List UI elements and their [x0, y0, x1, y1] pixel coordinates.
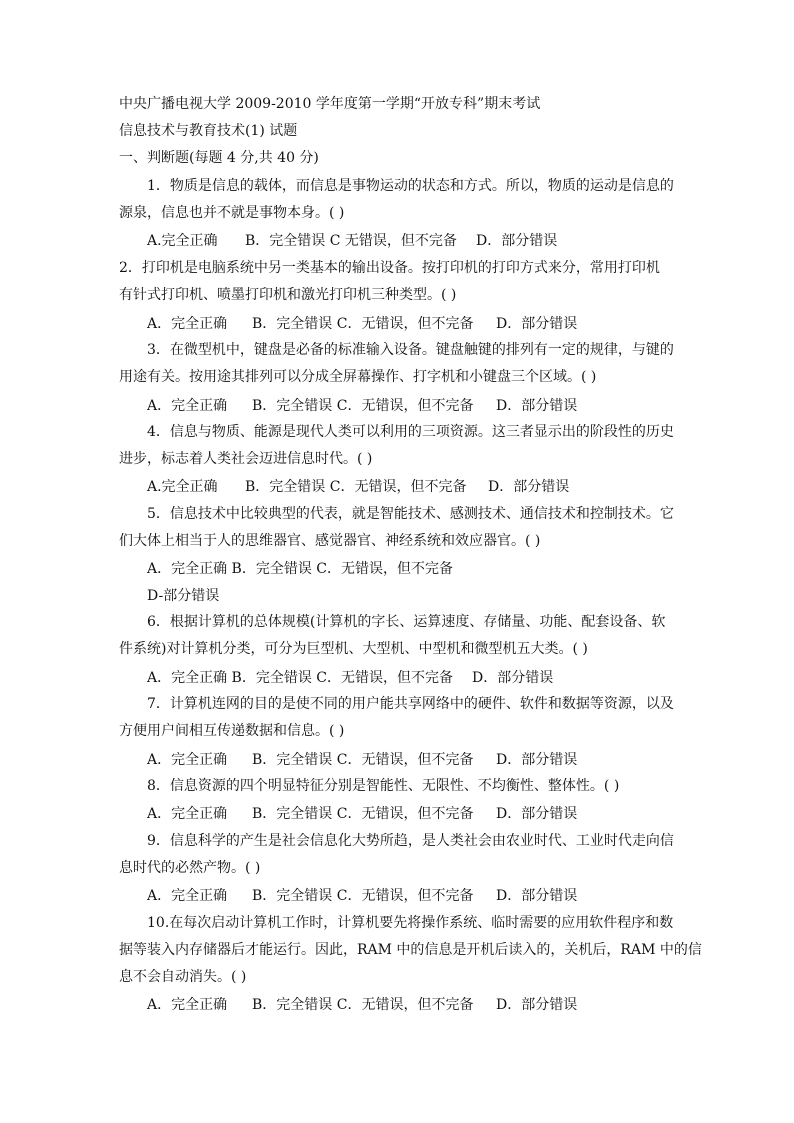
question-6-option-abc: A．完全正确 B．完全错误 C．无错误，但不完备 — [147, 670, 454, 686]
question-6-line-1: 6．根据计算机的总体规模(计算机的字长、运算速度、存储量、功能、配套设备、软 — [147, 614, 666, 630]
question-4-option-a: A.完全正确 — [147, 479, 218, 495]
question-5-line-1: 5．信息技术中比较典型的代表，就是智能技术、感测技术、通信技术和控制技术。它 — [147, 506, 674, 522]
question-10-option-d: D．部分错误 — [496, 997, 578, 1013]
question-7-option-bc: B．完全错误 C．无错误，但不完备 — [252, 752, 474, 768]
question-9-option-a: A．完全正确 — [147, 888, 228, 904]
question-6-option-d: D．部分错误 — [472, 670, 554, 686]
question-5-line-2: 们大体上相当于人的思维器官、感觉器官、神经系统和效应器官。( ) — [119, 533, 541, 549]
exam-title: 中央广播电视大学 2009-2010 学年度第一学期“开放专科”期末考试 — [119, 96, 541, 112]
question-3-line-2: 用途有关。按用途其排列可以分成全屏幕操作、打字机和小键盘三个区域。( ) — [119, 369, 597, 385]
question-10-option-bc: B．完全错误 C．无错误，但不完备 — [252, 997, 474, 1013]
question-3-option-bc: B．完全错误 C．无错误，但不完备 — [252, 398, 474, 414]
question-2-option-bc: B．完全错误 C．无错误，但不完备 — [252, 316, 474, 332]
question-3-option-d: D．部分错误 — [496, 398, 578, 414]
question-8-option-bc: B．完全错误 C．无错误，但不完备 — [252, 806, 474, 822]
question-9-option-bc: B．完全错误 C．无错误，但不完备 — [252, 888, 474, 904]
question-8-line-1: 8．信息资源的四个明显特征分别是智能性、无限性、不均衡性、整体性。( ) — [147, 778, 620, 794]
question-7-option-d: D．部分错误 — [496, 752, 578, 768]
question-1-option-d: D．部分错误 — [476, 233, 558, 249]
question-7-line-1: 7．计算机连网的目的是使不同的用户能共享网络中的硬件、软件和数据等资源，以及 — [147, 696, 674, 712]
question-9-line-1: 9．信息科学的产生是社会信息化大势所趋，是人类社会由农业时代、工业时代走向信 — [147, 833, 674, 849]
course-title: 信息技术与教育技术(1) 试题 — [119, 123, 298, 139]
question-10-line-2: 据等装入内存储器后才能运行。因此，RAM 中的信息是开机后读入的，关机后，RAM 中的信 — [119, 942, 702, 958]
question-4-line-2: 进步，标志着人类社会迈进信息时代。( ) — [119, 451, 373, 467]
question-1-option-a: A.完全正确 — [147, 233, 218, 249]
question-4-option-bc: B．完全错误 C．无错误，但不完备 — [245, 479, 467, 495]
question-10-line-1: 10.在每次启动计算机工作时，计算机要先将操作系统、临时需要的应用软件程序和数 — [147, 915, 674, 931]
question-4-option-d: D．部分错误 — [488, 479, 570, 495]
section-title: 一、判断题(每题 4 分,共 40 分) — [119, 150, 319, 166]
question-3-line-1: 3．在微型机中，键盘是必备的标准输入设备。键盘触键的排列有一定的规律，与键的 — [147, 342, 674, 358]
question-1-line-1: 1．物质是信息的载体，而信息是事物运动的状态和方式。所以，物质的运动是信息的 — [147, 178, 674, 194]
question-9-option-d: D．部分错误 — [496, 888, 578, 904]
question-2-line-1: 2．打印机是电脑系统中另一类基本的输出设备。按打印机的打印方式来分，常用打印机 — [119, 260, 660, 276]
question-1-line-2: 源泉，信息也并不就是事物本身。( ) — [119, 205, 345, 221]
question-8-option-d: D．部分错误 — [496, 806, 578, 822]
question-2-line-2: 有针式打印机、喷墨打印机和激光打印机三种类型。( ) — [119, 287, 457, 303]
question-9-line-2: 息时代的必然产物。( ) — [119, 860, 261, 876]
question-5-option-abc: A．完全正确 B．完全错误 C．无错误，但不完备 — [147, 561, 454, 577]
question-5-option-d: D-部分错误 — [147, 588, 220, 604]
question-2-option-d: D．部分错误 — [496, 316, 578, 332]
question-7-line-2: 方便用户间相互传递数据和信息。( ) — [119, 723, 345, 739]
question-6-line-2: 件系统)对计算机分类，可分为巨型机、大型机、中型机和微型机五大类。( ) — [119, 641, 588, 657]
question-4-line-1: 4．信息与物质、能源是现代人类可以利用的三项资源。这三者显示出的阶段性的历史 — [147, 424, 674, 440]
question-2-option-a: A．完全正确 — [147, 316, 228, 332]
question-1-option-bc: B．完全错误 C 无错误，但不完备 — [245, 233, 457, 249]
question-10-option-a: A．完全正确 — [147, 997, 228, 1013]
question-10-line-3: 息不会自动消失。( ) — [119, 969, 247, 985]
question-3-option-a: A．完全正确 — [147, 398, 228, 414]
question-8-option-a: A．完全正确 — [147, 806, 228, 822]
question-7-option-a: A．完全正确 — [147, 752, 228, 768]
